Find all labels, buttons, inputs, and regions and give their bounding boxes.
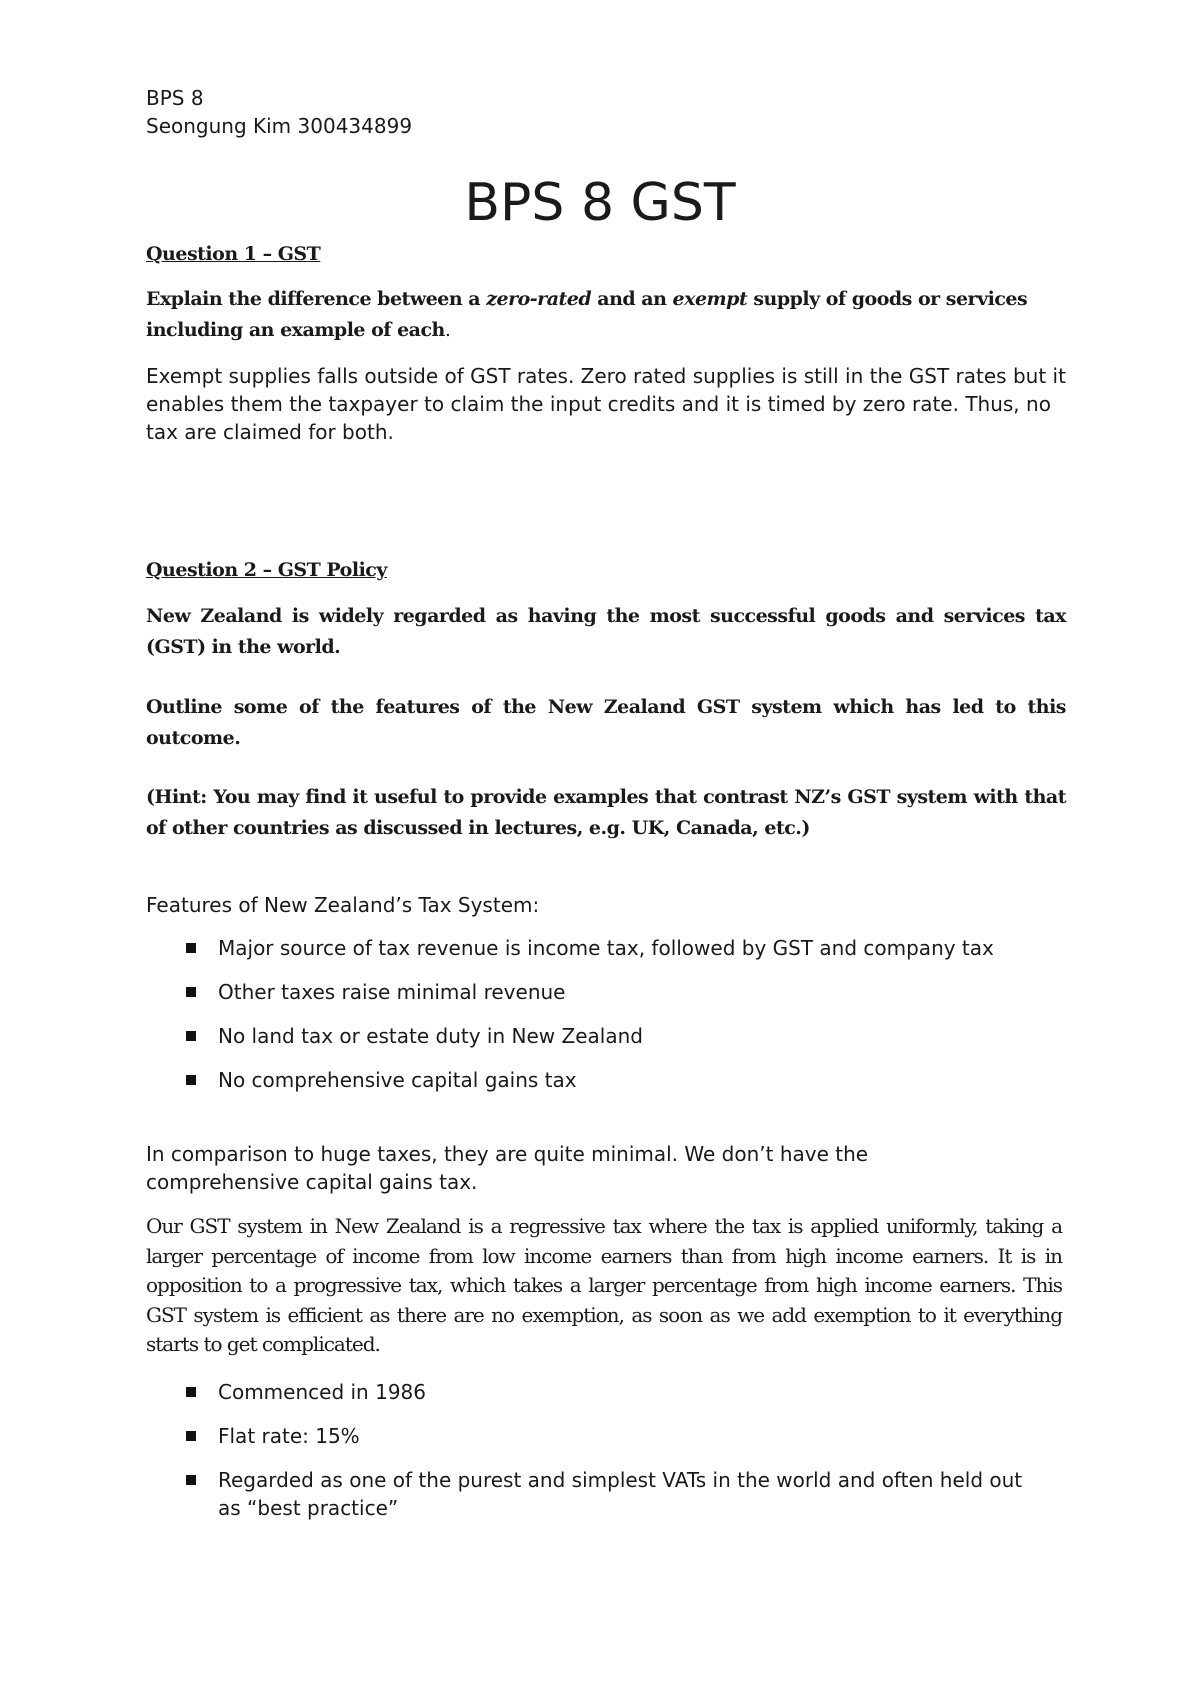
q1-prompt-zero-rated: zero-rated bbox=[486, 288, 592, 310]
question-1-prompt bbox=[146, 284, 1046, 346]
document-header bbox=[146, 84, 746, 140]
list-item bbox=[146, 978, 1066, 1006]
q1-prompt-exempt: exempt bbox=[672, 288, 748, 310]
q1-prompt-text: Explain the difference between a bbox=[146, 288, 487, 310]
list-item-text: No comprehensive capital gains tax bbox=[218, 1068, 577, 1092]
question-1-heading: Question 1 – GST bbox=[146, 243, 321, 265]
question-2-hint: (Hint: You may find it useful to provide examples that contrast NZ’s GST system with that of other countries as discussed in lectures, e.g. UK, Canada, etc.) bbox=[146, 786, 1066, 839]
q1-prompt-period: . bbox=[444, 319, 451, 341]
q1-prompt-text: supply of goods or services including an example of each bbox=[146, 288, 1028, 341]
author-line: Seongung Kim 300434899 bbox=[146, 114, 413, 138]
list-item bbox=[146, 1466, 1066, 1522]
list-item-text: Commenced in 1986 bbox=[218, 1380, 426, 1404]
q1-prompt-text: and an bbox=[591, 288, 673, 310]
list-item-text: Flat rate: 15% bbox=[218, 1424, 360, 1448]
gst-points-list bbox=[146, 1378, 1066, 1538]
features-heading: Features of New Zealand’s Tax System: bbox=[146, 893, 540, 917]
list-item-text: Other taxes raise minimal revenue bbox=[218, 980, 566, 1004]
list-item-text: Major source of tax revenue is income tax, followed by GST and company tax bbox=[218, 936, 994, 960]
square-bullet-icon bbox=[186, 1387, 196, 1397]
list-item bbox=[146, 1066, 1066, 1094]
square-bullet-icon bbox=[186, 1475, 196, 1485]
question-2-heading: Question 2 – GST Policy bbox=[146, 559, 387, 581]
page-title: BPS 8 GST bbox=[464, 173, 736, 233]
list-item bbox=[146, 934, 1066, 962]
square-bullet-icon bbox=[186, 987, 196, 997]
course-code: BPS 8 bbox=[146, 86, 204, 110]
list-item bbox=[146, 1422, 1066, 1450]
square-bullet-icon bbox=[186, 943, 196, 953]
square-bullet-icon bbox=[186, 1431, 196, 1441]
square-bullet-icon bbox=[186, 1075, 196, 1085]
question-2-outline: Outline some of the features of the New Zealand GST system which has led to this outcome. bbox=[146, 696, 1066, 749]
list-item bbox=[146, 1378, 1066, 1406]
list-item-text: Regarded as one of the purest and simplest VATs in the world and often held out as “best practice” bbox=[218, 1468, 1023, 1520]
comparison-paragraph: In comparison to huge taxes, they are quite minimal. We don’t have the comprehensive capital gains tax. bbox=[146, 1142, 869, 1194]
list-item-text: No land tax or estate duty in New Zealand bbox=[218, 1024, 643, 1048]
features-list bbox=[146, 934, 1066, 1110]
question-1-answer: Exempt supplies falls outside of GST rates. Zero rated supplies is still in the GST rates but it enables them the taxpayer to claim the input credits and it is timed by zero rate. Thus, no tax are claimed for both. bbox=[146, 364, 1066, 444]
question-2-prompt: New Zealand is widely regarded as having the most successful goods and services tax (GST) in the world. bbox=[146, 605, 1066, 658]
list-item bbox=[146, 1022, 1066, 1050]
square-bullet-icon bbox=[186, 1031, 196, 1041]
gst-regressive-paragraph: Our GST system in New Zealand is a regressive tax where the tax is applied uniformly, taking a larger percentage of income from low income earners than from high income earners. It is in opposition to a progressive tax, which takes a larger percentage from high income earners. This GST system is efficient as there are no exemption, as soon as we add exemption to it everything starts to get complicated. bbox=[146, 1214, 1062, 1356]
